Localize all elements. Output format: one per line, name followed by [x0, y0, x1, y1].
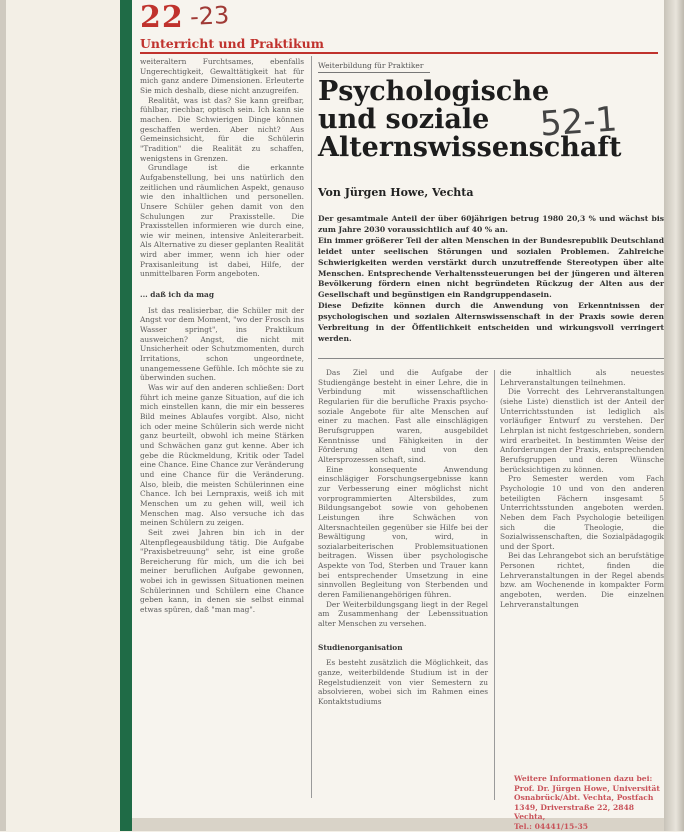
handwritten-reference: 52-1 — [538, 99, 619, 145]
paragraph: Eine konsequente Anwendung einschlägiger Forschungsergebnisse kann zur Verbesserung einer möglichst nicht vorprogrammierten Altersbildes, zum Bildungsangebot sowie von gehobenen Leistungen ihre Schwächen von Altersnachteilen gegenüber sie Hilfe bei der Bewältigung von, wird, in sozialarbeiterischen Problemsituationen beitragen. Wissen über psychologische Aspekte von Tod, Sterben und Trauer kann bei entsprechender Umsetzung in eine sinnvollen Begleitung von Sterbenden und deren Familienangehörigen führen. — [318, 464, 488, 600]
middle-subhead: Studienorganisation — [318, 642, 403, 652]
paragraph: die inhaltlich als neuestes Lehrveranstaltungen teilnehmen. — [500, 368, 664, 387]
article-author: Von Jürgen Howe, Vechta — [318, 186, 474, 199]
lead-paragraph: Ein immer größerer Teil der alten Menschen in der Bundesrepublik Deutschland leidet unter seelischen Störungen und sozialen Problemen. Zahlreiche Schwierigkeiten werden verstärkt durch unzutreffende Stereotypen über alte Menschen. Entsprechende Verhaltenssteuerungen bei der jüngeren und älteren Bevölkerung fördern einen nicht begründeten Rückzug der Alten aus der Gesellschaft und begünstigen ein Randgruppendasein. — [318, 235, 664, 300]
paragraph: Der Weiterbildungsgang liegt in der Regel am Zusammenhang der Lebenssituation alter Menschen zu versehen. — [318, 599, 488, 629]
handwritten-page-note: -23 — [189, 0, 230, 32]
column-divider — [494, 370, 495, 800]
title-line: und soziale — [318, 104, 490, 135]
info-box — [514, 774, 664, 832]
info-line: Weitere Informationen dazu bei: — [514, 774, 653, 783]
paragraph: Das Ziel und die Aufgabe der Studiengänge besteht in einer Lehre, die in Verbindung mit wissenschaftlichen Regularien für die berufliche Praxis psycho-soziale Angebote für alte Menschen auf einer zu machen. Fast alle einschlägigen Berufsgruppen waren, ausgebildet Kenntnisse und Fähigkeiten in der Förderung alten und von den Altersprozessen schaft, sind. — [318, 368, 488, 464]
paragraph: Seit zwei Jahren bin ich in der Altenpflegeausbildung tätig. Die Aufgabe "Praxisbetreuung" sehr, ist eine große Bereicherung für mich, um die ich bei meiner beruflichen Aufgabe gewonnen, wobei ich in gewissen Situationen meinen Schülerinnen und Schülern eine Chance geben kann, in denen sie selbst einmal etwas spüren, daß "man mag". — [140, 527, 304, 615]
info-line: Tel.: 04441/15-35 — [514, 821, 589, 831]
paragraph: Ist das realisierbar, die Schüler mit der Angst vor dem Moment, "wo der Frosch ins Wasser springt", ins Praktikum ausweichen? Angst, die nicht mit Unsicherheit oder Schutzmomenten, durch Irritations, schon ungeordnete, unangemessene Gefühle. Ich möchte sie zu überwinden suchen. — [140, 305, 304, 383]
left-subhead: ... daß ich da mag — [140, 290, 214, 300]
paragraph: Was wir auf den anderen schließen: Dort führt ich meine ganze Situation, auf die ich mich einstellen kann, die mir ein besseres Bild meines Ablaufes vorgibt. Also, nicht ich oder meine Schülerin sich werde nicht ganz beurteilt, obwohl ich meine Stärken und Schwächen ganz gut kenne. Aber ich gebe die Rückmeldung, Kritik oder Tadel eine Chance. Eine Chance zur Veränderung und eine Chance für die Veränderung. Also, bleib, die meisten Schülerinnen eine Chance. Ich bei Lernpraxis, weiß ich mit Menschen um zu gehen will, weil ich Menschen mag. Also versuche ich das meinen Schülern zu zeigen. — [140, 383, 304, 528]
kicker-rule — [318, 72, 430, 73]
paragraph: Pro Semester werden vom Fach Psychologie 10 und von den anderen beteiligten Fächern insgesamt 5 Unterrichtsstunden angeboten werden. Neben dem Fach Psychologie beteiligen sich die Theologie, die Sozialwissenschaften, die Sozialpädagogik und der Sport. — [500, 474, 664, 551]
title-line: Psychologische — [318, 76, 550, 107]
paragraph: weiteraltern Furchtsames, ebenfalls Ungerechtigkeit, Gewalttätigkeit hat für mich ganz andere Dimensionen. Erleuterte Sie mich deshalb, diese nicht anzugreifen. — [140, 57, 304, 95]
left-column — [140, 57, 304, 615]
article-lead — [318, 214, 664, 345]
paragraph: Bei das Lehrangebot sich an berufstätige Personen richtet, finden die Lehrveranstaltungen in der Regel abends bzw. am Wochenende in kompakter Form angeboten, werden. Die einzelnen Lehrveranstaltungen — [500, 551, 664, 609]
article-kicker: Weiterbildung für Praktiker — [318, 61, 424, 70]
paragraph: Realität, was ist das? Sie kann greifbar, fühlbar, riechbar, optisch sein. Ich kann sie machen. Die Schwierigen Dinge können geschaffen werden. Aber nicht? Aus Gemeinsichsicht, für die Schülerin "Tradition" die Realität zu schaffen, wenigstens in Grenzen. — [140, 95, 304, 163]
section-rule — [140, 52, 658, 54]
green-margin-bar — [120, 0, 132, 831]
lead-paragraph: Diese Defizite können durch die Anwendung von Erkenntnissen der psychologischen und sozialen Alternswissenschaft in der Praxis sowie deren Verbreitung in der Öffentlichkeit entscheiden und wirkungsvoll verringert werden. — [318, 301, 664, 343]
scan-edge-right — [664, 0, 684, 831]
paragraph: Die Vorrecht des Lehrveranstaltungen (siehe Liste) dienstlich ist der Anteil der Unterrichtsstunden ist lediglich als vorläufiger Entwurf zu verstehen. Der Lehrplan ist nicht festgeschrieben, sondern wird erarbeitet. In bestimmten Weise der Anforderungen der Praxis, entsprechenden Berufsgruppen und deren Wünsche berücksichtigen zu können. — [500, 387, 664, 474]
paragraph: Es besteht zusätzlich die Möglichkeit, das ganze, weiterbildende Studium ist in der Regelstudienzeit von vier Semestern zu absolvieren, wobei sich im Rahmen eines Kontaktstudiums — [318, 658, 488, 706]
info-line: Prof. Dr. Jürgen Howe, Universität — [514, 783, 660, 793]
column-divider — [311, 56, 312, 798]
info-line: 1349, Driverstraße 22, 2848 Vechta, — [514, 802, 635, 822]
section-heading: Unterricht und Praktikum — [140, 36, 324, 51]
lead-rule — [318, 358, 664, 359]
paragraph: Grundlage ist die erkannte Aufgabenstellung, bei uns natürlich den zeitlichen und räumlichen Aspekt, genauso wie den inhaltlichen und personellen. Unsere Schüler gehen damit von den Schulungen zur Praxisstelle. Die Praxisstellen informieren wie durch eine, wie wir meinen, intensive Anleiterarbeit. Als Alternative zu dieser geplanten Realität wird aber immer, wenn ich hier oder Praxisanleitung ist dabei, Hilfe, der unmittelbaren Form angeboten. — [140, 163, 304, 279]
page-number: 22 — [140, 0, 184, 35]
right-column — [500, 368, 664, 609]
scan-edge-left — [0, 0, 6, 831]
title-line: Alternswissenschaft — [318, 132, 622, 163]
middle-column — [318, 368, 488, 707]
info-line: Osnabrück/Abt. Vechta, Postfach — [514, 793, 654, 803]
lead-paragraph: Der gesamtmale Anteil der über 60jährigen betrug 1980 20,3 % und wächst bis zum Jahre 2030 voraussichtlich auf 40 % an. — [318, 214, 664, 234]
